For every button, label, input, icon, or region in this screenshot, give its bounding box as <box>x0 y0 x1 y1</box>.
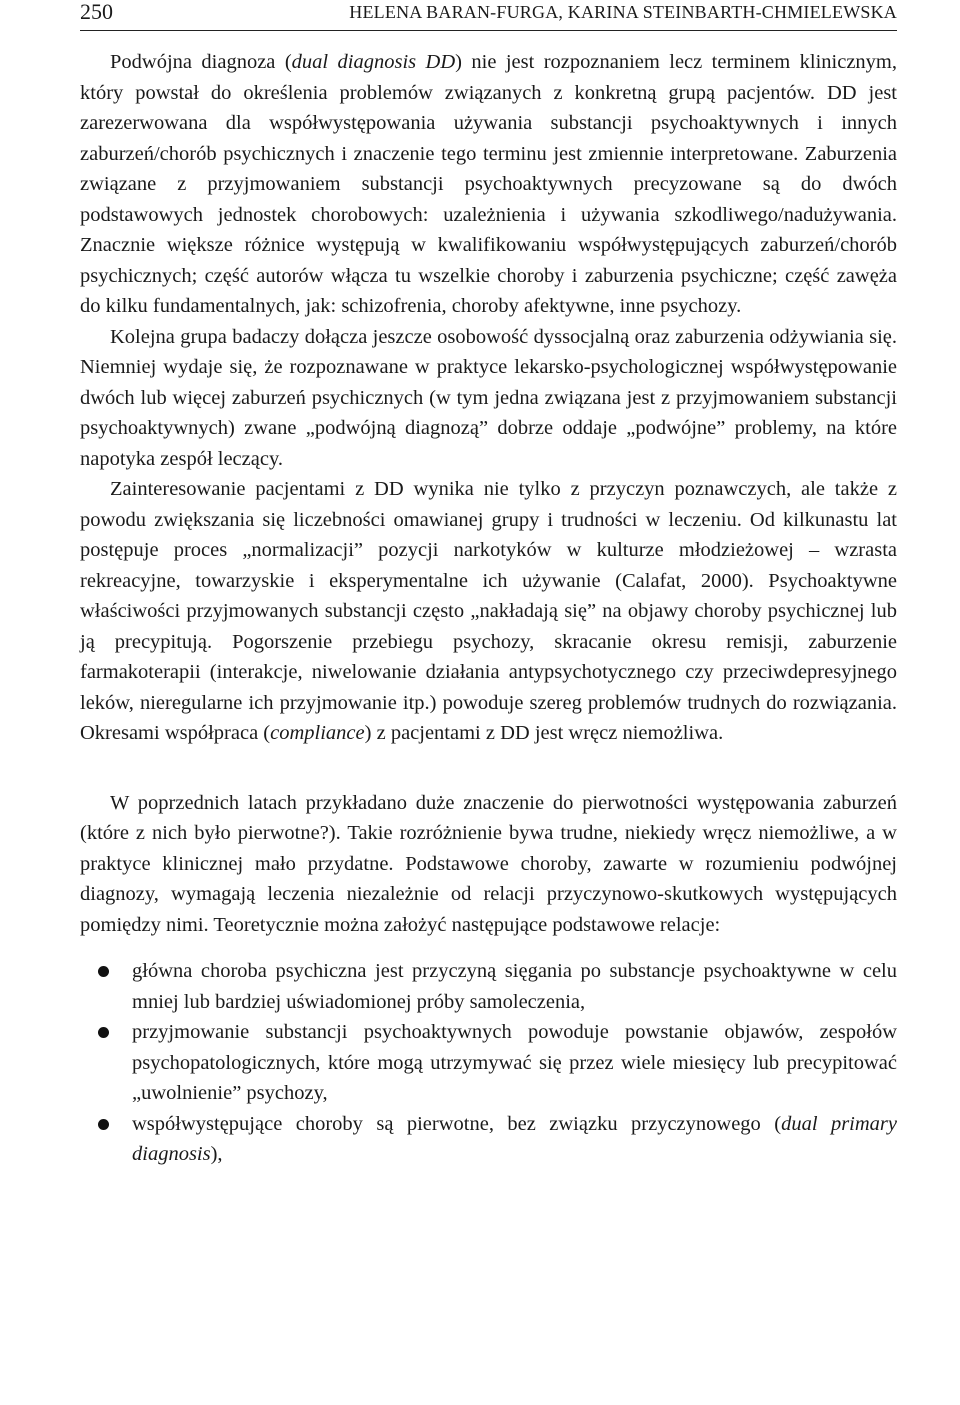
page-number: 250 <box>80 0 113 24</box>
relations-list <box>80 956 897 1170</box>
italic-term: dual primary diagnosis <box>132 1112 897 1165</box>
list-item-text: główna choroba psychiczna jest przyczyną sięgania po substancje psychoaktywne w celu mniej lub bardziej uświadomionej próby samoleczenia, <box>132 960 897 1013</box>
text-segment: Zainteresowanie pacjentami z DD wynika nie tylko z przyczyn poznawczych, ale także z powodu zwiększania się liczebności omawianej grupy i trudności w leczeniu. Od kilkunastu lat postępuje proces „normalizacji” pozycji narkotyków w kulturze młodzieżowej – wzrasta rekreacyjne, towarzyskie i eksperymentalne ich używanie (Calafat, 2000). Psychoaktywne właściwości przyjmowanych substancji często „nakładają się” na objawy choroby psychicznej lub ją precypitują. Pogorszenie przebiegu psychozy, skracanie okresu remisji, zaburzenie farmakoterapii (interakcje, niwelowanie działania antypsychotycznego czy przeciwdepresyjnego leków, nieregularne ich przyjmowanie itp.) powoduje szereg problemów trudnych do rozwiązania. Okresami współpraca ( <box>80 478 897 744</box>
list-item <box>80 956 897 1017</box>
paragraph <box>80 47 897 322</box>
italic-term: compliance <box>270 722 365 744</box>
text-segment: Podwójna diagnoza ( <box>110 51 292 73</box>
section-gap <box>80 749 897 788</box>
paragraph <box>80 322 897 475</box>
running-head: HELENA BARAN-FURGA, KARINA STEINBARTH-CHMIELEWSKA <box>349 2 897 22</box>
list-item <box>80 1017 897 1109</box>
text-segment: Kolejna grupa badaczy dołącza jeszcze osobowość dyssocjalną oraz zaburzenia odżywiania się. Niemniej wydaje się, że rozpoznawane w praktyce lekarsko-psychologicznej współwystępowanie dwóch lub więcej zaburzeń psychicznych (w tym jedna związana jest z przyjmowaniem substancji psychoaktywnych) zwane „podwójną diagnozą” dobrze oddaje „podwójne” problemy, na które napotyka zespół leczący. <box>80 325 897 470</box>
list-item <box>80 1109 897 1170</box>
text-segment: W poprzednich latach przykładano duże znaczenie do pierwotności występowania zaburzeń (które z nich było pierwotne?). Takie rozróżnienie bywa trudne, niekiedy wręcz niemożliwe, a w praktyce klinicznej mało przydatne. Podstawowe choroby, zawarte w rozumieniu podwójnej diagnozy, wymagają leczenia niezależnie od relacji przyczynowo-skutkowych występujących pomiędzy nimi. Teoretycznie można założyć następujące podstawowe relacje: <box>80 791 897 936</box>
paragraph <box>80 474 897 749</box>
bullet-icon <box>98 1119 109 1130</box>
text-segment: ) nie jest rozpoznaniem lecz terminem klinicznym, który powstał do określenia problemów związanych z konkretną grupą pacjentów. DD jest zarezerwowana dla współwystępowania używania substancji psychoaktywnych i innych zaburzeń/chorób psychicznych i znaczenie tego terminu jest zmiennie interpretowane. Zaburzenia związane z przyjmowaniem substancji psychoaktywnych precyzowane są do dwóch podstawowych jednostek chorobowych: uzależnienia i używania szkodliwego/nadużywania. Znacznie większe różnice występują w kwalifikowaniu współwystępujących zaburzeń/chorób psychicznych; część autorów włącza tu wszelkie choroby i zaburzenia psychiczne; część zawęża do kilku fundamentalnych, jak: schizofrenia, choroby afektywne, inne psychozy. <box>80 51 897 317</box>
body-text <box>80 47 897 1170</box>
page-header <box>80 0 897 31</box>
text-segment: ) z pacjentami z DD jest wręcz niemożliwa. <box>364 722 724 744</box>
list-item-text: ), <box>210 1143 223 1165</box>
italic-term: dual diagnosis DD <box>291 51 456 73</box>
bullet-icon <box>98 966 109 977</box>
list-item-text: przyjmowanie substancji psychoaktywnych powoduje powstanie objawów, zespołów psychopatologicznych, które mogą utrzymywać się przez wiele miesięcy lub precypitować „uwolnienie” psychozy, <box>132 1021 897 1104</box>
bullet-icon <box>98 1027 109 1038</box>
paragraph <box>80 788 897 941</box>
list-item-text: współwystępujące choroby są pierwotne, bez związku przyczynowego ( <box>132 1112 782 1135</box>
